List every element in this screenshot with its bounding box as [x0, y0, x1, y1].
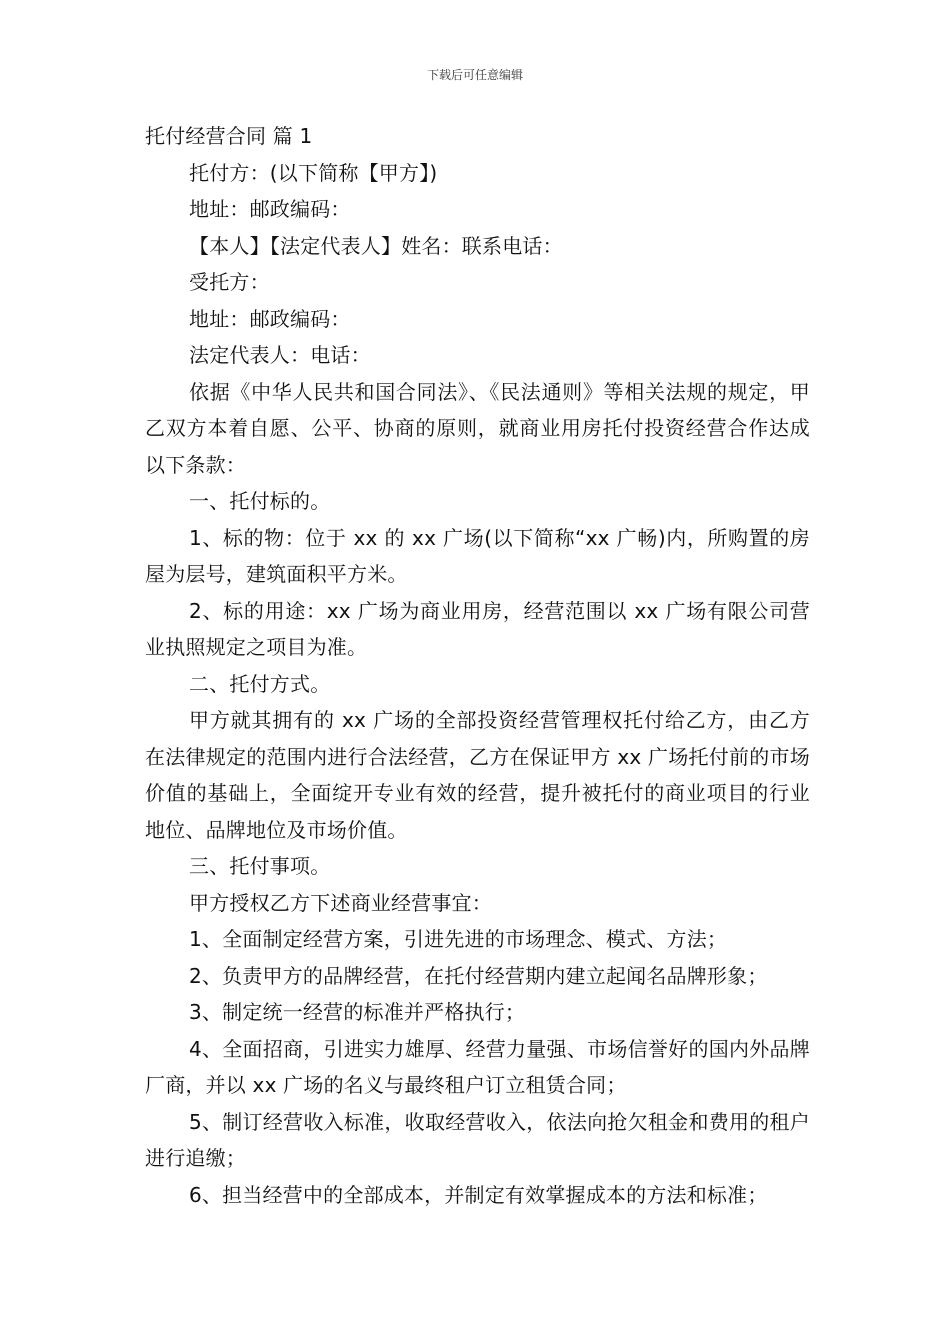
paragraph-item: 5、制订经营收入标准，收取经营收入，依法向抢欠租金和费用的租户进行追缴； [145, 1109, 810, 1170]
paragraph-entrusted-party: 受托方： [189, 270, 270, 294]
page-header: 下载后可任意编辑 [426, 68, 523, 82]
paragraph-item: 1、全面制定经营方案，引进先进的市场理念、模式、方法； [189, 927, 728, 951]
paragraph-method: 甲方就其拥有的 xx 广场的全部投资经营管理权托付给乙方，由乙方在法律规定的范围内进行合法经营，乙方在保证甲方 xx 广场托付前的市场价值的基础上，全面绽开专业有效的经营，提升被托付的商业项目的行业地位、品牌地位及市场价值。 [145, 708, 810, 842]
paragraph-item: 3、制定统一经营的标准并严格执行； [189, 1000, 526, 1024]
paragraph-item: 1、标的物：位于 xx 的 xx 广场(以下简称“xx 广畅)内，所购置的房屋为层号，建筑面积平方米。 [145, 525, 810, 586]
paragraph-item: 6、担当经营中的全部成本，并制定有效掌握成本的方法和标准； [189, 1182, 768, 1207]
section-heading-1: 一、托付标的。 [189, 489, 331, 513]
paragraph-preamble: 依据《中华人民共和国合同法》、《民法通则》等相关法规的规定，甲乙双方本着自愿、公平、协商的原则，就商业用房托付投资经营合作达成以下条款： [145, 379, 810, 477]
paragraph-item: 4、全面招商，引进实力雄厚、经营力量强、市场信誉好的国内外品牌厂商，并以 xx 广场的名义与最终租户订立租赁合同； [145, 1036, 810, 1097]
document-body [145, 118, 810, 1213]
document-title: 托付经营合同 篇 1 [145, 124, 313, 148]
paragraph-address-a: 地址：邮政编码： [189, 197, 351, 221]
paragraph-item: 2、标的用途：xx 广场为商业用房，经营范围以 xx 广场有限公司营业执照规定之项目为准。 [145, 598, 810, 659]
paragraph-representative-a: 【本人】【法定代表人】姓名：联系电话： [189, 233, 563, 258]
paragraph-address-b: 地址：邮政编码： [189, 306, 351, 331]
paragraph-authorization: 甲方授权乙方下述商业经营事宜： [189, 890, 492, 915]
section-heading-2: 二、托付方式。 [189, 671, 331, 696]
paragraph-representative-b: 法定代表人：电话： [189, 343, 371, 367]
paragraph-item: 2、负责甲方的品牌经营，在托付经营期内建立起闻名品牌形象； [189, 963, 768, 988]
section-heading-3: 三、托付事项。 [189, 854, 331, 878]
paragraph-entrusting-party: 托付方：(以下简称【甲方】) [189, 160, 438, 185]
